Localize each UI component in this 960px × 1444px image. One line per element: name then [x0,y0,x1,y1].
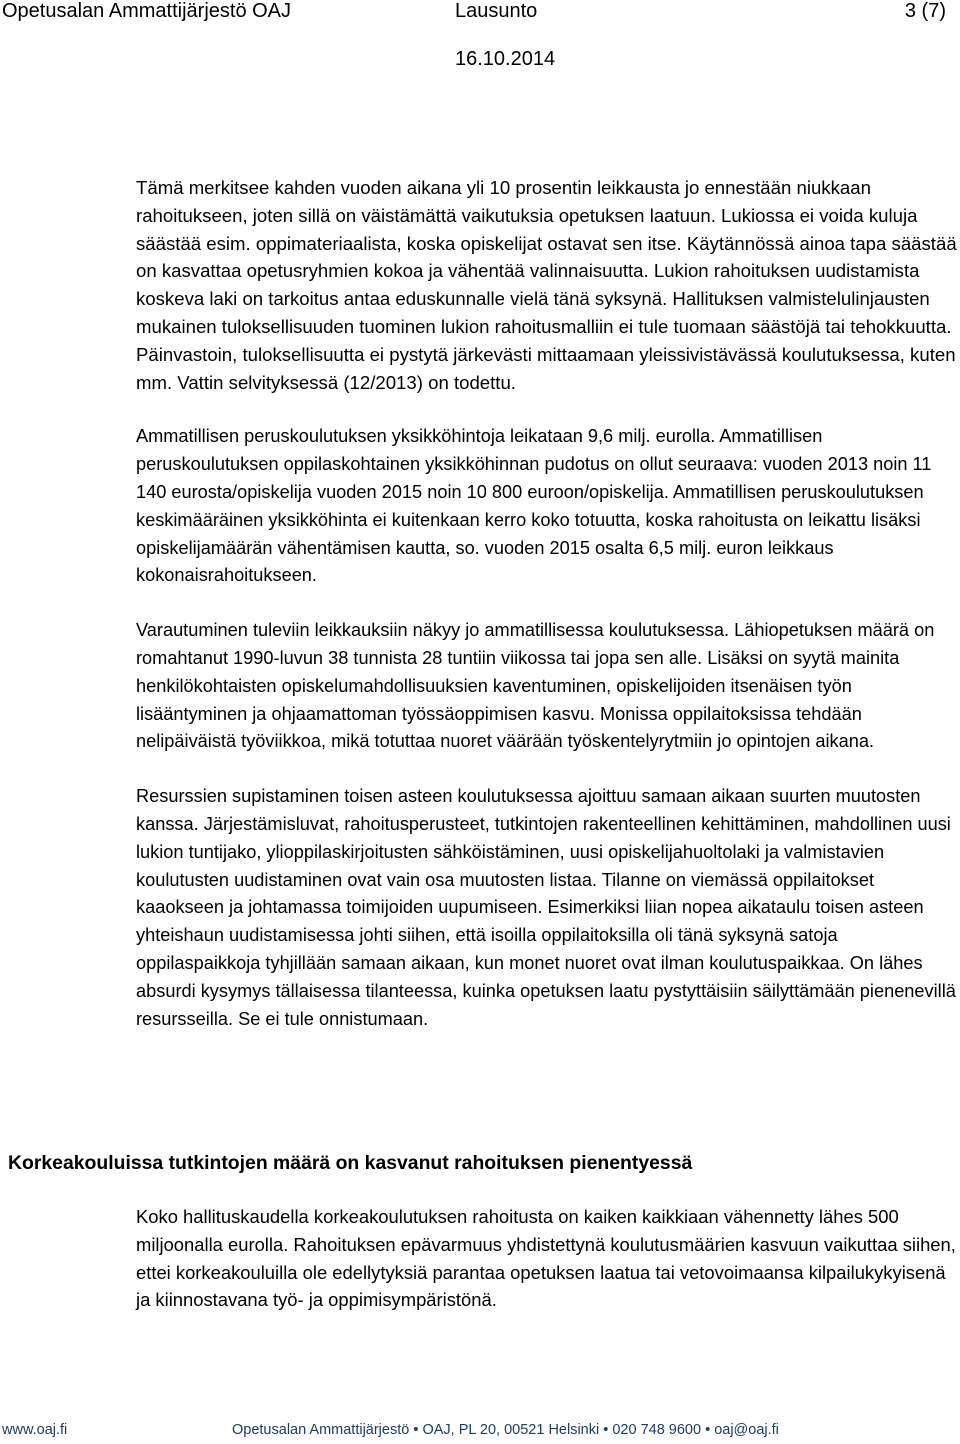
header-page-number: 3 (7) [904,0,946,22]
header-date: 16.10.2014 [455,48,556,70]
page-header [0,0,960,30]
paragraph-vocational-cuts: Varautuminen tuleviin leikkauksiin näkyy jo ammatillisessa koulutuksessa. Lähiopetuksen määrä on romahtanut 1990-luvun 38 tunnista 28 tuntiin viikossa tai jopa sen alle. Lisäksi on syytä mainita henkilökohtaisten opiskelumahdollisuuksien kaventuminen, opiskelijoiden itsenäisen työn lisääntyminen ja ohjaamattoman työssäoppimisen kasvu. Monissa oppilaitoksissa tehdään nelipäiväistä työviikkoa, mikä totuttaa nuoret väärään työskentelyrytmiin jo opintojen aikana. [136,620,935,752]
page-footer [0,1420,960,1444]
paragraph-vocational-unit-price: Ammatillisen peruskoulutuksen yksikköhintoja leikataan 9,6 milj. eurolla. Ammatillisen peruskoulutuksen oppilaskohtainen yksikköhinnan pudotus on ollut seuraava: vuoden 2013 noin 11 140 eurosta/opiskelija vuoden 2015 noin 10 800 euroon/opiskelija. Ammatillisen peruskoulutuksen keskimääräinen yksikköhinta ei kuitenkaan kerro koko totuutta, koska rahoitusta on leikattu lisäksi opiskelijamäärän vähentämisen kautta, so. vuoden 2015 osalta 6,5 milj. euron leikkaus kokonaisrahoitukseen. [136,426,932,586]
footer-website-link[interactable]: www.oaj.fi [2,1422,68,1438]
header-document-type: Lausunto [455,0,538,22]
paragraph-lukio-funding: Tämä merkitsee kahden vuoden aikana yli 10 prosentin leikkausta jo ennestään niukkaan rahoitukseen, joten sillä on väistämättä vaikutuksia opetuksen laatuun. Lukiossa ei voida kuluja säästää esim. oppimateriaalista, koska opiskelijat ostavat sen itse. Käytännössä ainoa tapa säästää on kasvattaa opetusryhmien kokoa ja vähentää valinnaisuutta. Lukion rahoituksen uudistamista koskeva laki on tarkoitus antaa eduskunnalle vielä tänä syksynä. Hallituksen valmistelulinjausten mukainen tuloksellisuuden tuominen lukion rahoitusmalliin ei tule tuomaan säästöjä tai tehokkuutta. Päinvastoin, tuloksellisuutta ei pystytä järkevästi mittaamaan yleissivistävässä koulutuksessa, kuten mm. Vattin selvityksessä (12/2013) on todettu. [136,177,957,393]
document-body [136,174,958,1060]
paragraph-secondary-reforms: Resurssien supistaminen toisen asteen koulutuksessa ajoittuu samaan aikaan suurten muutosten kanssa. Järjestämisluvat, rahoitusperusteet, tutkintojen rakenteellinen kehittäminen, mahdollinen uusi lukion tuntijako, ylioppilaskirjoitusten sähköistäminen, uusi opiskelijahuoltolaki ja valmistavien koulutusten uudistaminen ovat vain osa muutosten listaa. Tilanne on viemässä oppilaitokset kaaokseen ja johtamassa toimijoiden uupumiseen. Esimerkiksi liian nopea aikataulu toisen asteen yhteishaun uudistamisessa johti siihen, että isoilla oppilaitoksilla oli tänä syksynä satoja oppilaspaikkoja tyhjillään samaan aikaan, kun monet nuoret ovat ilman koulutuspaikkaa. On lähes absurdi kysymys tällaisessa tilanteessa, kuinka opetuksen laatu pystyttäisiin säilyttämään pienenevillä resursseilla. Se ei tule onnistumaan. [136,786,956,1029]
footer-contact-info: Opetusalan Ammattijärjestö • OAJ, PL 20, 00521 Helsinki • 020 748 9600 • oaj@oaj.fi [232,1422,779,1438]
header-organization: Opetusalan Ammattijärjestö OAJ [2,0,292,22]
section-body [136,1203,958,1341]
section-heading: Korkeakouluissa tutkintojen määrä on kasvanut rahoituksen pienentyessä [8,1152,693,1174]
paragraph-higher-education: Koko hallituskaudella korkeakoulutuksen rahoitusta on kaiken kaikkiaan vähennetty lähes 500 miljoonalla eurolla. Rahoituksen epävarmuus yhdistettynä koulutusmäärien kasvuun vaikuttaa siihen, ettei korkeakouluilla ole edellytyksiä parantaa opetuksen laatua tai vetovoimaansa kilpailukykyisenä ja kiinnostavana työ- ja oppimisympäristönä. [136,1206,956,1311]
